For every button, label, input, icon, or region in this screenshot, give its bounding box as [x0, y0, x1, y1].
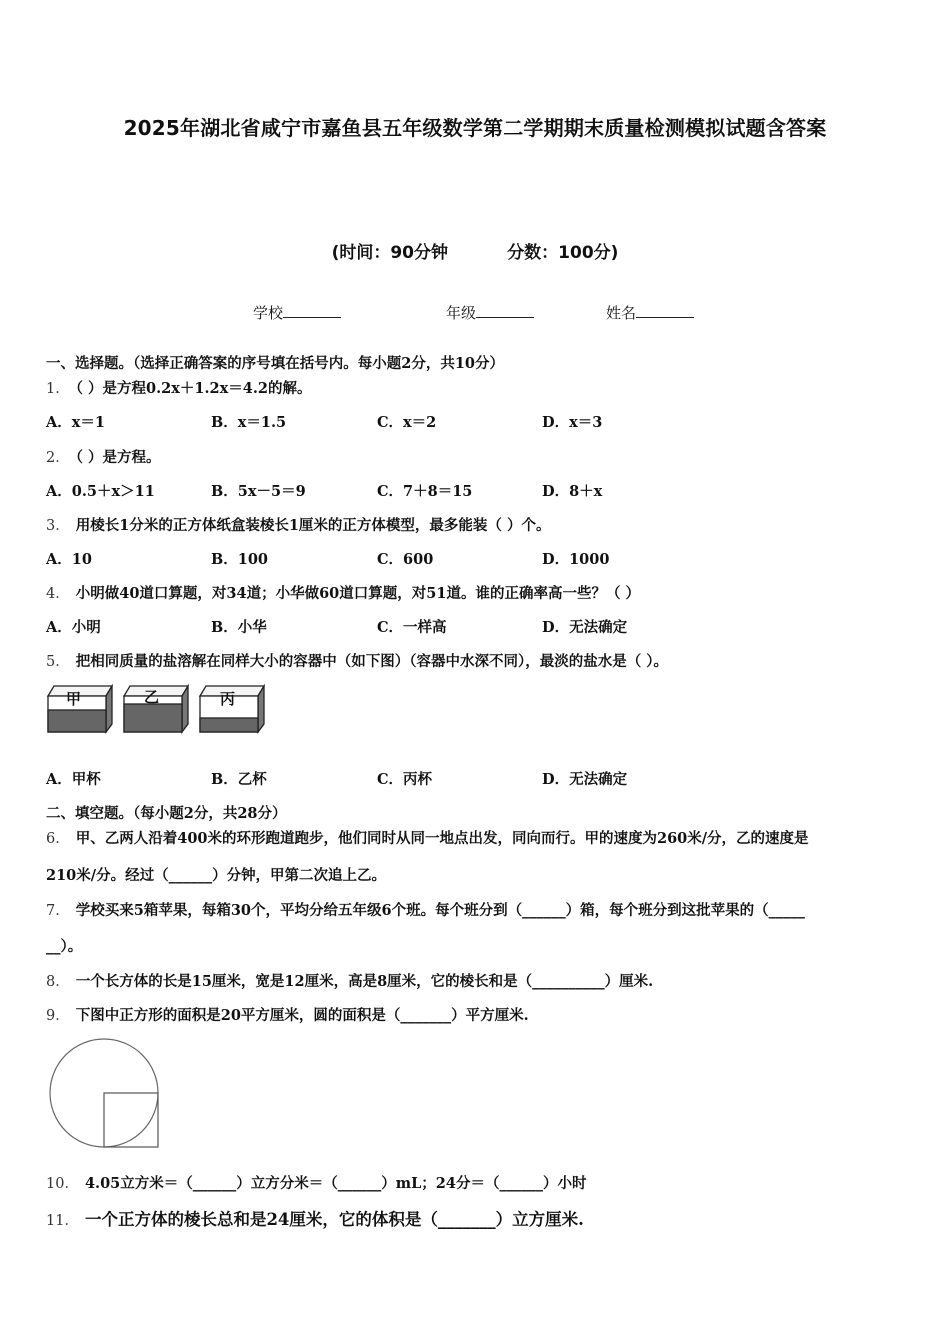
page-title: 2025年湖北省咸宁市嘉鱼县五年级数学第二学期期末质量检测模拟试题含答案 — [123, 116, 827, 140]
grade-label: 年级 — [446, 304, 477, 322]
question-5-text: 把相同质量的盐溶解在同样大小的容器中（如下图）（容器中水深不同），最淡的盐水是（ ）。 — [75, 653, 669, 670]
question-10: 10． 4.05立方米＝（______）立方分米＝（______）mL；24分＝（______）小时 — [46, 1175, 587, 1192]
square-shape — [104, 1093, 158, 1147]
question-10-text: 4.05立方米＝（______）立方分米＝（______）mL；24分＝（______）小时 — [84, 1175, 587, 1192]
cup-bing — [200, 686, 264, 732]
question-6-line-1: 6． 甲、乙两人沿着400米的环形跑道跑步，他们同时从同一地点出发，同向而行。甲的速度为260米/分，乙的速度是 — [46, 830, 809, 847]
q2-option-c: C．7＋8＝15 — [377, 483, 473, 500]
q5-option-c: C．丙杯 — [377, 771, 433, 788]
q1-option-a: A．x＝1 — [46, 414, 105, 431]
q5-option-d: D．无法确定 — [542, 771, 628, 788]
q3-option-c: C．600 — [377, 551, 434, 568]
q1-option-b: B．x＝1.5 — [211, 414, 287, 431]
question-1: 1． （ ）是方程0.2x＋1.2x＝4.2的解。 — [46, 380, 312, 397]
question-9: 9． 下图中正方形的面积是20平方厘米，圆的面积是（_______）平方厘米. — [46, 1007, 529, 1024]
grade-field — [446, 302, 534, 323]
q4-option-b: B．小华 — [211, 619, 267, 636]
cup-yi — [124, 686, 188, 732]
name-field — [606, 302, 694, 323]
question-9-text: 下图中正方形的面积是20平方厘米，圆的面积是（_______）平方厘米. — [75, 1007, 529, 1024]
q1-option-d: D．x＝3 — [542, 414, 603, 431]
school-label: 学校 — [253, 304, 284, 322]
school-field — [253, 302, 341, 323]
school-blank — [283, 303, 341, 318]
question-11: 11． 一个正方体的棱长总和是24厘米，它的体积是（_______）立方厘米. — [46, 1210, 584, 1229]
question-2: 2． （ ）是方程。 — [46, 449, 161, 466]
q3-option-b: B．100 — [211, 551, 269, 568]
q1-option-c: C．x＝2 — [377, 414, 437, 431]
question-8: 8． 一个长方体的长是15厘米，宽是12厘米，高是8厘米，它的棱长和是（__________）厘米. — [46, 973, 654, 990]
question-6-text-1: 甲、乙两人沿着400米的环形跑道跑步，他们同时从同一地点出发，同向而行。甲的速度为260米/分，乙的速度是 — [75, 830, 809, 847]
question-3-text: 用棱长1分米的正方体纸盒装棱长1厘米的正方体模型，最多能装（ ）个。 — [75, 517, 551, 534]
q5-option-b: B．乙杯 — [211, 771, 267, 788]
cup-bing-label: 丙 — [220, 690, 236, 708]
cup-jia-label: 甲 — [66, 690, 82, 708]
question-7-text-1: 学校买来5箱苹果，每箱30个，平均分给五年级6个班。每个班分到（______）箱，每个班分到这批苹果的（_____ — [75, 902, 805, 919]
q2-option-a: A．0.5＋x＞11 — [46, 483, 155, 500]
name-blank — [636, 303, 694, 318]
name-label: 姓名 — [606, 304, 637, 322]
cup-jia — [48, 686, 112, 732]
circle-square-figure — [46, 1036, 164, 1152]
question-8-text: 一个长方体的长是15厘米，宽是12厘米，高是8厘米，它的棱长和是（__________）厘米. — [75, 973, 654, 990]
question-7-line-2: __）。 — [46, 938, 83, 955]
q3-option-d: D．1000 — [542, 551, 610, 568]
question-11-text: 一个正方体的棱长总和是24厘米，它的体积是（_______）立方厘米. — [84, 1210, 584, 1229]
salt-water-cups-figure — [44, 682, 270, 740]
cup-yi-label: 乙 — [144, 688, 160, 706]
question-7-line-1: 7． 学校买来5箱苹果，每箱30个，平均分给五年级6个班。每个班分到（______）箱，每个班分到这批苹果的（_____ — [46, 902, 805, 919]
q4-option-d: D．无法确定 — [542, 619, 628, 636]
question-5: 5． 把相同质量的盐溶解在同样大小的容器中（如下图）（容器中水深不同），最淡的盐水是（ ）。 — [46, 653, 669, 670]
question-3: 3． 用棱长1分米的正方体纸盒装棱长1厘米的正方体模型，最多能装（ ）个。 — [46, 517, 551, 534]
q3-option-a: A．10 — [46, 551, 92, 568]
question-4-text: 小明做40道口算题，对34道；小华做60道口算题，对51道。谁的正确率高一些？（ ） — [75, 585, 640, 602]
q4-option-c: C．一样高 — [377, 619, 447, 636]
section-1-heading: 一、选择题。（选择正确答案的序号填在括号内。每小题2分，共10分） — [46, 355, 505, 372]
q5-option-a: A．甲杯 — [46, 771, 101, 788]
q2-option-b: B．5x－5＝9 — [211, 483, 306, 500]
question-2-text: （ ）是方程。 — [75, 449, 161, 466]
question-1-text: （ ）是方程0.2x＋1.2x＝4.2的解。 — [75, 380, 312, 397]
grade-blank — [476, 303, 534, 318]
q2-option-d: D．8＋x — [542, 483, 603, 500]
q4-option-a: A．小明 — [46, 619, 101, 636]
exam-time-score: (时间：90分钟 分数：100分) — [331, 243, 619, 263]
section-2-heading: 二、填空题。（每小题2分，共28分） — [46, 805, 287, 822]
question-6-line-2: 210米/分。经过（______）分钟，甲第二次追上乙。 — [46, 867, 387, 884]
question-4: 4． 小明做40道口算题，对34道；小华做60道口算题，对51道。谁的正确率高一些？（ ） — [46, 585, 640, 602]
